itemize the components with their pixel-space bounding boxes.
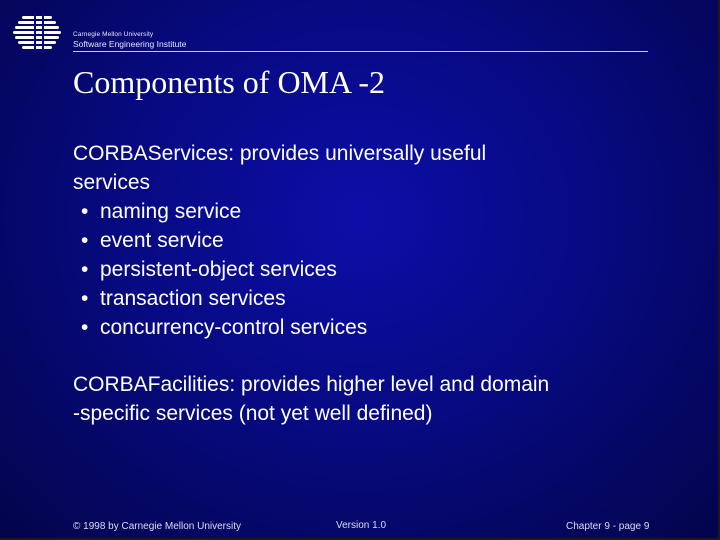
institute-name: Software Engineering Institute — [73, 39, 187, 49]
university-name: Carnegie Mellon University — [73, 31, 154, 38]
footer-page-number: Chapter 9 - page 9 — [566, 521, 650, 532]
service-label: event service — [100, 229, 224, 252]
list-item — [73, 284, 367, 313]
footer-version: Version 1.0 — [336, 520, 387, 531]
cmu-sei-logo-icon — [12, 14, 64, 52]
services-intro-line-2: services — [73, 171, 151, 194]
facilities-paragraph — [73, 370, 693, 428]
bullet-icon: • — [81, 229, 89, 252]
bullet-icon: • — [81, 200, 89, 223]
facilities-line-2: -specific services (not yet well defined) — [73, 402, 433, 425]
service-label: naming service — [100, 200, 242, 223]
bullet-icon: • — [81, 258, 89, 281]
list-item — [73, 255, 367, 284]
header-divider — [73, 51, 648, 52]
slide-title: Components of OMA -2 — [73, 64, 385, 100]
bullet-icon: • — [81, 316, 89, 339]
bullet-icon: • — [81, 287, 89, 310]
services-intro — [73, 139, 673, 197]
services-intro-line-1: CORBAServices: provides universally useful — [73, 142, 487, 165]
list-item — [73, 313, 367, 342]
list-item — [73, 197, 367, 226]
service-label: concurrency-control services — [100, 316, 368, 339]
list-item — [73, 226, 367, 255]
service-label: transaction services — [100, 287, 286, 310]
service-label: persistent-object services — [100, 258, 337, 281]
facilities-line-1: CORBAFacilities: provides higher level and domain — [73, 373, 550, 396]
footer-copyright: © 1998 by Carnegie Mellon University — [73, 521, 242, 532]
services-list — [73, 197, 367, 342]
